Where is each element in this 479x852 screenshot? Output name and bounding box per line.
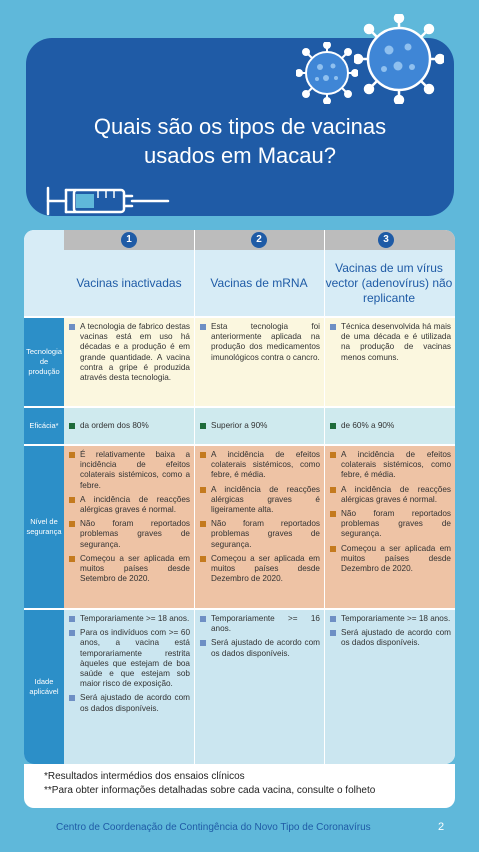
list-item: Superior a 90% <box>199 421 320 431</box>
row-label-age: Idade aplicável <box>24 610 64 764</box>
list-item: A incidência de efeitos colaterais sistémicos, como febre, é média. <box>199 450 320 481</box>
list-item: A incidência de reacções alérgicas graves é ligeiramente alta. <box>199 485 320 516</box>
list-item: Começou a ser aplicada em muitos países desde Dezembro de 2020. <box>329 544 451 575</box>
age-cell-1 <box>64 610 194 764</box>
row-label-technology: Tecnologia de produção <box>24 318 64 406</box>
row-label-efficacy: Eficácia* <box>24 408 64 444</box>
page-number: 2 <box>438 821 445 833</box>
list-item: Temporariamente >= 18 anos. <box>329 614 451 624</box>
footnote-1: *Resultados intermédios dos ensaios clínicos <box>44 771 245 782</box>
safety-cell-2 <box>195 446 324 608</box>
row-label-safety: Nível de segurança <box>24 446 64 608</box>
list-item: A tecnologia de fabrico destas vacinas está em uso há décadas e a produção é em grande quantidade. A vacina contra a gripe é produzida através desta tecnologia. <box>68 322 190 383</box>
title-line-2: usados em Macau? <box>144 143 336 168</box>
efficacy-cell-1 <box>64 408 194 444</box>
safety-cell-1 <box>64 446 194 608</box>
vaccine-name-1: Vacinas inactivadas <box>76 275 182 290</box>
vaccine-number-2: 2 <box>251 232 267 248</box>
vaccine-name-3: Vacinas de um vírus vector (adenovírus) não replicante <box>325 260 453 305</box>
list-item: Será ajustado de acordo com os dados disponíveis. <box>199 638 320 658</box>
safety-cell-3 <box>325 446 455 608</box>
list-item: É relativamente baixa a incidência de efeitos colaterais sistémicos, como a febre. <box>68 450 190 491</box>
list-item: Não foram reportados problemas graves de segurança. <box>329 509 451 540</box>
footer-organization: Centro de Coordenação de Contingência do Novo Tipo de Coronavírus <box>56 822 371 833</box>
list-item: da ordem dos 80% <box>68 421 190 431</box>
vaccine-name-2: Vacinas de mRNA <box>210 275 308 290</box>
page-title <box>26 112 454 170</box>
list-item: Esta tecnologia foi anteriormente aplicada na produção dos medicamentos imunológicos contra o cancro. <box>199 322 320 363</box>
title-line-1: Quais são os tipos de vacinas <box>93 114 387 139</box>
list-item: Começou a ser aplicada em muitos países desde Setembro de 2020. <box>68 554 190 585</box>
list-item: Começou a ser aplicada em muitos países desde Dezembro de 2020. <box>199 554 320 585</box>
virus-icon <box>296 42 358 104</box>
list-item: Será ajustado de acordo com os dados disponíveis. <box>329 628 451 648</box>
efficacy-cell-3 <box>325 408 455 444</box>
list-item: A incidência de efeitos colaterais sistémicos, como febre, é média. <box>329 450 451 481</box>
list-item: Para os indivíduos com >= 60 anos, a vacina está temporariamente restrita àqueles que estejam de boa saúde e que estejam sob maior risco de exposição. <box>68 628 190 689</box>
age-cell-2 <box>195 610 324 764</box>
list-item: A incidência de reacções alérgicas graves é normal. <box>329 485 451 505</box>
list-item: Será ajustado de acordo com os dados disponíveis. <box>68 693 190 713</box>
tech-cell-2 <box>195 318 324 406</box>
list-item: Temporariamente >= 18 anos. <box>68 614 190 624</box>
syringe-icon <box>44 178 172 224</box>
tech-cell-3 <box>325 318 455 406</box>
tech-cell-1 <box>64 318 194 406</box>
list-item: A incidência de reacções alérgicas graves é normal. <box>68 495 190 515</box>
list-item: Não foram reportados problemas graves de segurança. <box>199 519 320 550</box>
list-item: Técnica desenvolvida há mais de uma década e é utilizada na produção de vacinas menos comuns. <box>329 322 451 363</box>
vaccine-comparison-table <box>24 230 455 764</box>
table-corner <box>24 230 64 316</box>
list-item: Não foram reportados problemas graves de segurança. <box>68 519 190 550</box>
vaccine-number-1: 1 <box>121 232 137 248</box>
age-cell-3 <box>325 610 455 764</box>
virus-icon <box>354 14 444 104</box>
vaccine-number-3: 3 <box>378 232 394 248</box>
list-item: Temporariamente >= 16 anos. <box>199 614 320 634</box>
footnote-2: **Para obter informações detalhadas sobre cada vacina, consulte o folheto <box>44 785 376 796</box>
list-item: de 60% a 90% <box>329 421 451 431</box>
efficacy-cell-2 <box>195 408 324 444</box>
